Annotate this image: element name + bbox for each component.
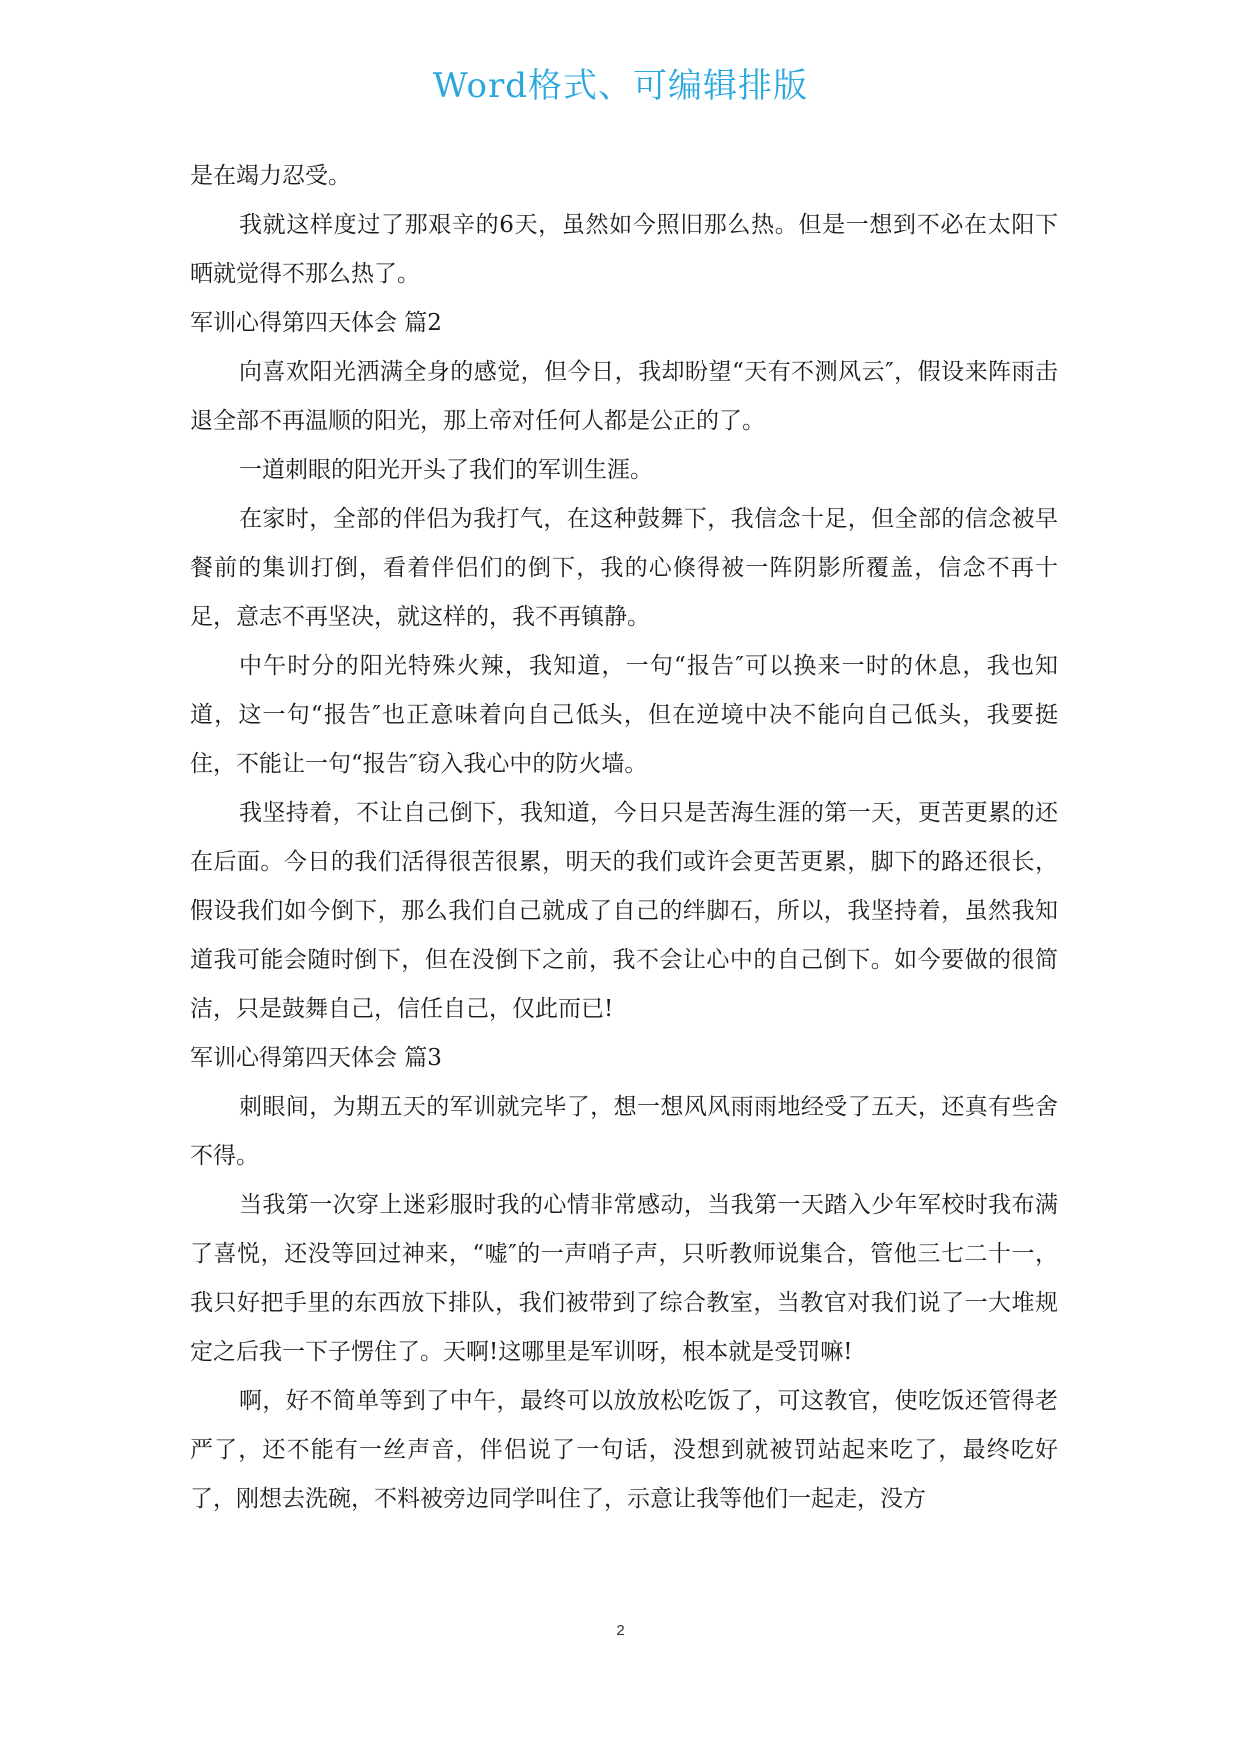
paragraph: 是在竭力忍受。 (190, 163, 351, 189)
paragraph: 向喜欢阳光洒满全身的感觉，但今日，我却盼望“天有不测风云″，假设来阵雨击退全部不再温顺的阳光，那上帝对任何人都是公正的了。 (190, 359, 1058, 434)
section-heading: 军训心得第四天体会 篇3 (190, 1045, 442, 1071)
paragraph: 当我第一次穿上迷彩服时我的心情非常感动，当我第一天踏入少年军校时我布满了喜悦，还没等回过神来，“嘘″的一声哨子声，只听教师说集合，管他三七二十一，我只好把手里的东西放下排队，我们被带到了综合教室，当教官对我们说了一大堆规定之后我一下子愣住了。天啊!这哪里是军训呀，根本就是受罚嘛! (190, 1192, 1058, 1365)
paragraph: 在家时，全部的伴侣为我打气，在这种鼓舞下，我信念十足，但全部的信念被早餐前的集训打倒，看着伴侣们的倒下，我的心倏得被一阵阴影所覆盖，信念不再十足，意志不再坚决，就这样的，我不再镇静。 (190, 506, 1058, 630)
page-header-title: Word格式、可编辑排版 (432, 66, 809, 106)
paragraph: 啊，好不简单等到了中午，最终可以放放松吃饭了，可这教官，使吃饭还管得老严了，还不能有一丝声音，伴侣说了一句话，没想到就被罚站起来吃了，最终吃好了，刚想去洗碗，不料被旁边同学叫住了，示意让我等他们一起走，没方 (190, 1388, 1058, 1512)
paragraph: 中午时分的阳光特殊火辣，我知道，一句“报告″可以换来一时的休息，我也知道，这一句“报告″也正意味着向自己低头，但在逆境中决不能向自己低头，我要挺住，不能让一句“报告″窃入我心中的防火墙。 (190, 653, 1058, 777)
paragraph: 我就这样度过了那艰辛的6天，虽然如今照旧那么热。但是一想到不必在太阳下晒就觉得不那么热了。 (190, 212, 1058, 287)
document-body (190, 152, 1058, 1524)
page-number: 2 (616, 1622, 625, 1639)
section-heading: 军训心得第四天体会 篇2 (190, 310, 442, 336)
paragraph: 一道刺眼的阳光开头了我们的军训生涯。 (239, 457, 653, 483)
paragraph: 我坚持着，不让自己倒下，我知道，今日只是苦海生涯的第一天，更苦更累的还在后面。今日的我们活得很苦很累，明天的我们或许会更苦更累，脚下的路还很长，假设我们如今倒下，那么我们自己就成了自己的绊脚石，所以，我坚持着，虽然我知道我可能会随时倒下，但在没倒下之前，我不会让心中的自己倒下。如今要做的很简洁，只是鼓舞自己，信任自己，仅此而已! (190, 800, 1058, 1022)
paragraph: 刺眼间，为期五天的军训就完毕了，想一想风风雨雨地经受了五天，还真有些舍不得。 (190, 1094, 1058, 1169)
